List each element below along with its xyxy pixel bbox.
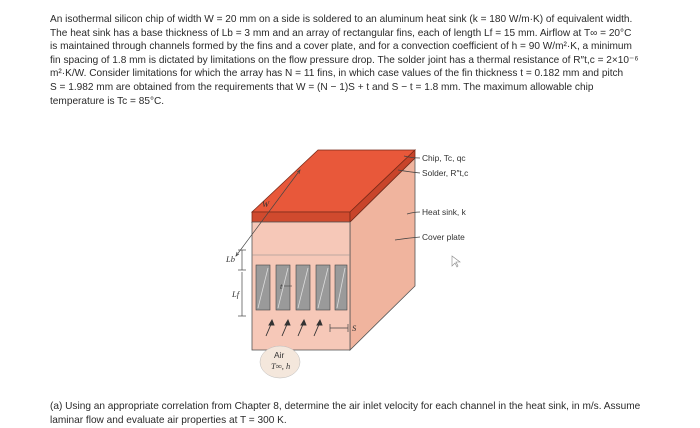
problem-line: An isothermal silicon chip of width W = 20 mm on a side is soldered to an aluminum heat sink (k = 180 W/m·K) of equivalent width. (50, 14, 633, 25)
air-props-label: T∞, h (271, 361, 291, 371)
mouse-cursor-icon (452, 256, 460, 267)
problem-line: S = 1.982 mm are obtained from the requirements that W = (N − 1)S + t and S − t = 1.8 mm. The maximum allowable chip (50, 81, 594, 93)
lf-label: Lf (232, 289, 240, 299)
problem-line: is maintained through channels formed by the fins and a cover plate, and for a convection coefficient of h = 90 W/m²·K, a minimum (50, 41, 632, 53)
problem-line: fin spacing of 1.8 mm is dictated by limitations on the flow pressure drop. The solder joint has a thermal resistance of R″t,c = 2×10⁻⁶ (50, 54, 639, 66)
s-label: S (352, 323, 357, 333)
question-line: laminar flow and evaluate air properties at T = 300 K. (50, 414, 287, 426)
air-label: Air (274, 350, 285, 360)
problem-line: temperature is Tc = 85°C. (50, 95, 165, 107)
chip-label: Chip, Tc, qc (422, 153, 466, 163)
problem-line: The heat sink has a base thickness of Lb = 3 mm and an array of rectangular fins, each of length Lf = 15 mm. Airflow at T∞ = 20°C (50, 27, 632, 39)
heat-sink-label: Heat sink, k (422, 207, 466, 217)
t-label: t (280, 281, 283, 291)
lf-dimension (238, 272, 246, 316)
lb-label: Lb (226, 254, 235, 264)
cover-plate-label: Cover plate (422, 232, 465, 242)
problem-line: m²·K/W. Consider limitations for which the array has N = 11 fins, in which case values of the fin thickness t = 0.182 mm and pitch (50, 68, 624, 80)
question-line: (a) Using an appropriate correlation from Chapter 8, determine the air inlet velocity for each channel in the heat sink, in m/s. Assume (50, 401, 641, 412)
solder-label: Solder, R″t,c (422, 168, 469, 178)
lb-dimension (238, 250, 246, 270)
chip-front-edge (252, 212, 350, 222)
question-a (50, 400, 662, 427)
w-label: W (262, 199, 270, 209)
